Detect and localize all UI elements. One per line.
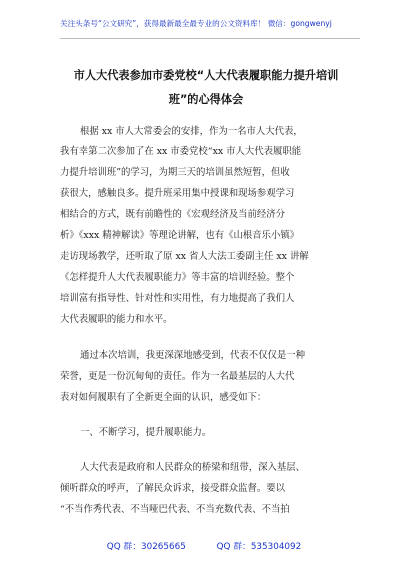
footer-qq-group-1: QQ 群：30265665 [106,542,186,552]
document-title-line-1: 市人大代表参加市委党校“人大代表履职能力提升培训 [73,69,339,82]
section-heading: 一、不断学习，提升履职能力。 [80,427,212,438]
footer-qq-group-2: QQ 群：535304092 [216,542,302,552]
header-divider [60,38,360,39]
body-line: 析》《xxx 精神解读》等理论讲解，也有《山根音乐小镇》 [60,230,300,241]
body-line: 人大代表是政府和人民群众的桥梁和纽带，深入基层、 [80,462,306,473]
body-line: 大代表履职的能力和水平。 [60,314,173,325]
body-line: 倾听群众的呼声，了解民众诉求，接受群众监督。要以 [60,483,286,494]
body-line: 通过本次培训，我更深深地感受到，代表不仅仅是一种 [80,350,306,361]
page-footer [0,539,408,552]
body-line: 《怎样提升人大代表履职能力》等丰富的培训经验。整个 [60,272,295,283]
document-title-line-2: 班”的心得体会 [168,93,244,106]
body-line: 获很大，感触良多。提升班采用集中授课和现场参观学习 [60,188,295,199]
body-line: 根据 xx 市人大常委会的安排，作为一名市人大代表， [80,126,303,137]
body-line: 表对如何履职有了全新更全面的认识，感受如下： [60,392,267,403]
body-line: “不当作秀代表、不当哑巴代表、不当充数代表、不当拍 [60,504,290,515]
header-banner: 关注头条号“公文研究”，获得最新最全最专业的公文资料库！ 微信：gongwenyj [60,19,332,28]
body-line: 力提升培训班”的学习，为期三天的培训虽然短暂，但收 [60,167,290,178]
body-line: 我有幸第二次参加了在 xx 市委党校“xx 市人大代表履职能 [60,146,302,157]
body-line: 荣誉，更是一份沉甸甸的责任。作为一名最基层的人大代 [60,371,295,382]
body-line: 相结合的方式，既有前瞻性的《宏观经济及当前经济分 [60,209,286,220]
body-line: 走访现场教学，还听取了原 xx 省人大法工委副主任 xx 讲解 [60,251,309,262]
body-line: 培训富有指导性、针对性和实用性，有力地提高了我们人 [60,293,295,304]
